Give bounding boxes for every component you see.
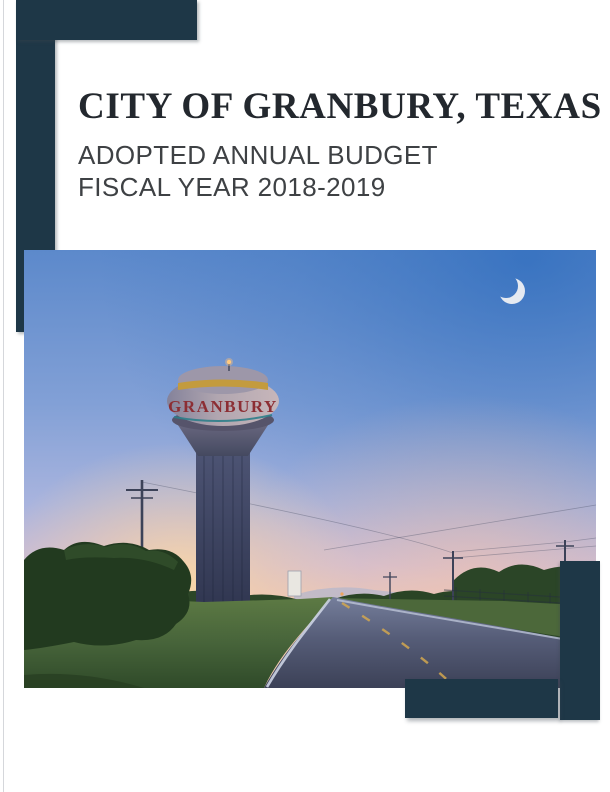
header xyxy=(78,84,602,204)
right-accent-block xyxy=(560,561,600,720)
moon-icon xyxy=(499,278,525,304)
left-bush xyxy=(24,542,191,650)
subtitle-fiscal-year: FISCAL YEAR 2018-2019 xyxy=(78,172,386,203)
page-title: CITY OF GRANBURY, TEXAS xyxy=(78,86,602,127)
subtitle-budget: ADOPTED ANNUAL BUDGET xyxy=(78,140,438,171)
corner-accent-horizontal-bar xyxy=(16,0,197,40)
page-edge-line xyxy=(3,0,4,792)
cover-photo xyxy=(24,250,596,688)
bottom-accent-block xyxy=(405,679,558,718)
tower-label: GRANBURY xyxy=(168,397,278,416)
cover-photo-graphic xyxy=(24,250,596,688)
roadside-sign xyxy=(288,571,301,596)
